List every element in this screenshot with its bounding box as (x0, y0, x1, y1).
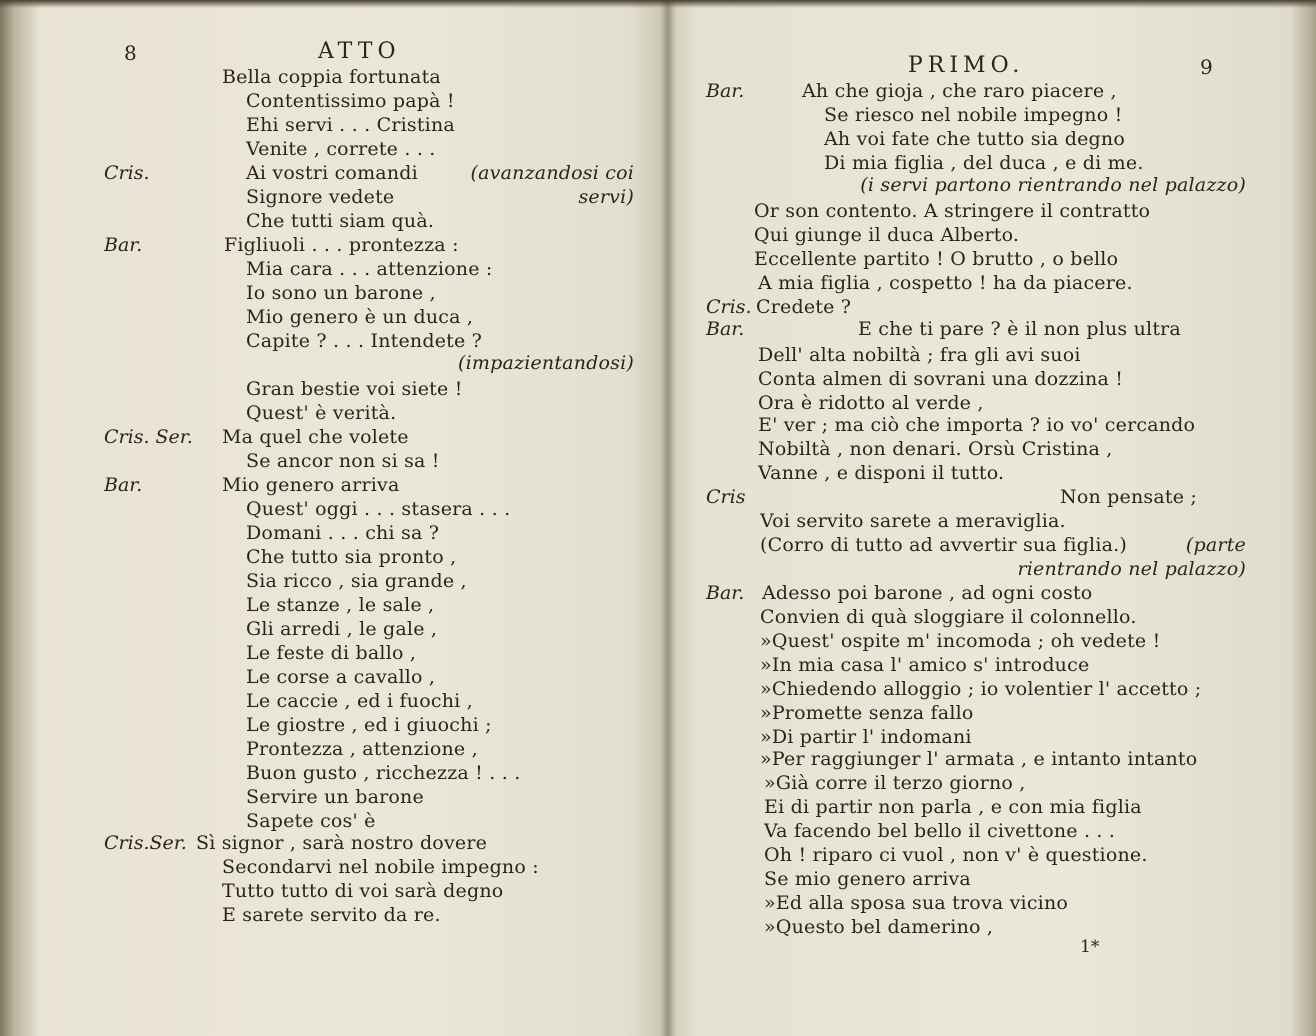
verse-line: Se riesco nel nobile impegno ! (824, 104, 1123, 126)
verse-line: Se ancor non si sa ! (246, 450, 440, 472)
running-head: ATTO (318, 39, 401, 64)
verse-line: E che ti pare ? è il non plus ultra (858, 318, 1181, 340)
verse-line: Ehi servi . . . Cristina (246, 114, 455, 136)
verse-line: Secondarvi nel nobile impegno : (222, 856, 539, 878)
verse-line: »Già corre il terzo giorno , (764, 772, 1026, 794)
stage-direction: (avanzandosi coi (470, 162, 634, 184)
verse-line: Buon gusto , ricchezza ! . . . (246, 762, 521, 784)
speaker-label: Cris. (104, 162, 150, 184)
verse-line: »In mia casa l' amico s' introduce (760, 654, 1090, 676)
verse-line: Le feste di ballo , (246, 642, 417, 664)
verse-line: Qui giunge il duca Alberto. (754, 224, 1020, 246)
verse-line: Eccellente partito ! O brutto , o bello (754, 248, 1119, 270)
verse-line: Le stanze , le sale , (246, 594, 435, 616)
verse-line: Prontezza , attenzione , (246, 738, 478, 760)
verse-line: Di mia figlia , del duca , e di me. (824, 152, 1144, 174)
speaker-label: Bar. (104, 474, 143, 496)
verse-line: Ma quel che volete (222, 426, 409, 448)
verse-line: E' ver ; ma ciò che importa ? io vo' cercando (758, 414, 1196, 436)
verse-line: »Per raggiunger l' armata , e intanto intanto (760, 748, 1198, 770)
verse-line: E sarete servito da re. (222, 904, 441, 926)
verse-line: Non pensate ; (1060, 486, 1197, 508)
page-top-edge (0, 0, 1316, 8)
speaker-label: Cris. (706, 296, 752, 318)
verse-line: Contentissimo papà ! (246, 90, 455, 112)
verse-line: Ah che gioja , che raro piacere , (802, 80, 1117, 102)
verse-line: Servire un barone (246, 786, 424, 808)
verse-line: (Corro di tutto ad avvertir sua figlia.) (760, 534, 1127, 556)
verse-line: Credete ? (756, 296, 852, 318)
verse-line: Voi servito sarete a meraviglia. (760, 510, 1066, 532)
verse-line: Le caccie , ed i fuochi , (246, 690, 473, 712)
verse-line: Oh ! riparo ci vuol , non v' è questione. (764, 844, 1148, 866)
verse-line: »Ed alla sposa sua trova vicino (764, 892, 1069, 914)
speaker-label: Cris (706, 486, 746, 508)
verse-line: Ai vostri comandi (246, 162, 418, 184)
verse-line: Or son contento. A stringere il contratto (754, 200, 1151, 222)
speaker-label: Cris.Ser. (104, 832, 187, 854)
verse-line: Signore vedete (246, 186, 395, 208)
verse-line: Ei di partir non parla , e con mia figlia (764, 796, 1142, 818)
verse-line: Gli arredi , le gale , (246, 618, 438, 640)
stage-direction: rientrando nel palazzo) (1017, 558, 1246, 580)
verse-line: Quest' oggi . . . stasera . . . (246, 498, 511, 520)
verse-line: »Quest' ospite m' incomoda ; oh vedete ! (760, 630, 1161, 652)
verse-line: »Di partir l' indomani (760, 726, 972, 748)
verse-line: Va facendo bel bello il civettone . . . (764, 820, 1116, 842)
stage-direction: (parte (1185, 534, 1246, 556)
verse-line: »Promette senza fallo (760, 702, 974, 724)
verse-line: Conta almen di sovrani una dozzina ! (758, 368, 1124, 390)
verse-line: Le corse a cavallo , (246, 666, 436, 688)
right-page (668, 0, 1316, 1036)
verse-line: Dell' alta nobiltà ; fra gli avi suoi (758, 344, 1081, 366)
verse-line: Bella coppia fortunata (222, 66, 441, 88)
verse-line: Io sono un barone , (246, 282, 436, 304)
speaker-label: Cris. Ser. (104, 426, 193, 448)
verse-line: Che tutto sia pronto , (246, 546, 457, 568)
verse-line: Quest' è verità. (246, 402, 397, 424)
verse-line: Ora è ridotto al verde , (758, 392, 984, 414)
verse-line: Che tutti siam quà. (246, 210, 435, 232)
verse-line: Domani . . . chi sa ? (246, 522, 440, 544)
speaker-label: Bar. (104, 234, 143, 256)
verse-line: Ah voi fate che tutto sia degno (824, 128, 1125, 150)
verse-line: Gran bestie voi siete ! (246, 378, 463, 400)
verse-line: Vanne , e disponi il tutto. (758, 462, 1005, 484)
stage-direction: (impazientandosi) (457, 352, 634, 374)
book-gutter (660, 0, 676, 1036)
verse-line: Adesso poi barone , ad ogni costo (762, 582, 1093, 604)
verse-line: Venite , correte . . . (246, 138, 436, 160)
speaker-label: Bar. (706, 318, 745, 340)
verse-line: Convien di quà sloggiare il colonnello. (760, 606, 1137, 628)
verse-line: Figliuoli . . . prontezza : (224, 234, 459, 256)
stage-direction: servi) (578, 186, 634, 208)
speaker-label: Bar. (706, 80, 745, 102)
verse-line: Mia cara . . . attenzione : (246, 258, 493, 280)
verse-line: Se mio genero arriva (764, 868, 971, 890)
running-head: PRIMO. (908, 53, 1025, 78)
verse-line: »Questo bel damerino , (764, 916, 994, 938)
verse-line: Tutto tutto di voi sarà degno (222, 880, 504, 902)
verse-line: Sì signor , sarà nostro dovere (196, 832, 488, 854)
speaker-label: Bar. (706, 582, 745, 604)
verse-line: Sia ricco , sia grande , (246, 570, 467, 592)
verse-line: Mio genero arriva (222, 474, 400, 496)
page-number: 8 (124, 41, 137, 65)
verse-line: Nobiltà , non denari. Orsù Cristina , (758, 438, 1113, 460)
verse-line: A mia figlia , cospetto ! ha da piacere. (758, 272, 1133, 294)
verse-line: »Chiedendo alloggio ; io volentier l' accetto ; (760, 678, 1202, 700)
page-number: 9 (1200, 55, 1213, 79)
verse-line: Sapete cos' è (246, 810, 376, 832)
signature-mark: 1* (1080, 937, 1100, 957)
stage-direction: (i servi partono rientrando nel palazzo) (860, 174, 1246, 196)
verse-line: Le giostre , ed i giuochi ; (246, 714, 492, 736)
verse-line: Mio genero è un duca , (246, 306, 474, 328)
verse-line: Capite ? . . . Intendete ? (246, 330, 483, 352)
